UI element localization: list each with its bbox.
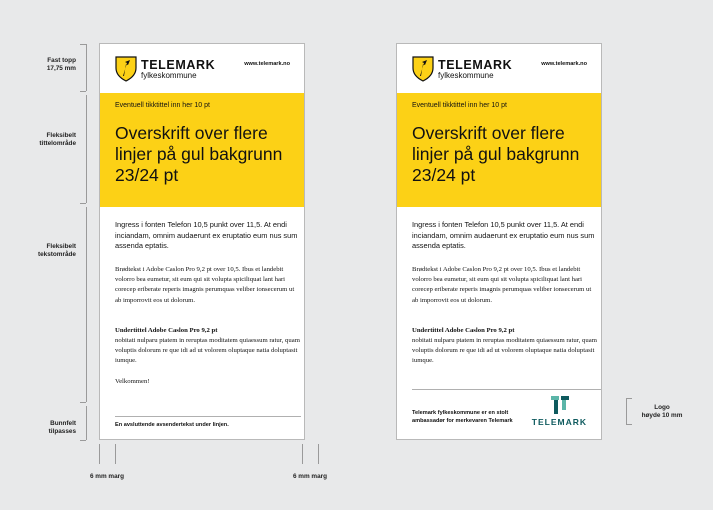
brand-name: TELEMARK	[141, 58, 216, 72]
ingress: Ingress i fonten Telefon 10,5 punkt over 11,5. At endi inciandam, omnim audaerunt ex eruptatio eum nus sum assenda eptatis.	[115, 220, 298, 250]
margin-line	[115, 444, 116, 464]
poster-right	[396, 43, 602, 440]
annotation-text: 17,75 mm	[46, 65, 76, 72]
annotation-text: Fast topp	[47, 57, 76, 64]
header	[100, 44, 304, 93]
brand-sub: fylkeskommune	[141, 71, 197, 80]
body-text: nobitati nulparu ptatem in reruptas moditatem quiaessum ratur, quam voluptis dolorum re que idi ad ut volorem oluptaque natia doluptasit iumque.	[412, 337, 597, 365]
body-text: Brødtekst i Adobe Caslon Pro 9,2 pt over 10,5. Ibus et landebit volorro bea eumetur, sit eum qui sit volupta spiciliquat lant hari corecep eriberate reperis imagnis perumquas veliber ionsecerum ut ab imporrovit eos ut dolorum.	[115, 266, 295, 304]
title-area	[100, 93, 304, 207]
footer-divider	[412, 389, 602, 390]
dimension-tick	[80, 91, 86, 92]
poster-left	[99, 43, 305, 440]
dimension-tick	[80, 440, 86, 441]
title-area	[397, 93, 601, 207]
footer-line: ambassadør for merkevaren Telemark	[412, 418, 513, 424]
headline: Overskrift over flere linjer på gul bakgrunn 23/24 pt	[115, 123, 283, 185]
telemark-shield-icon	[115, 56, 137, 82]
margin-line	[302, 444, 303, 464]
margin-label-left: 6 mm marg	[89, 473, 125, 480]
annotation-text: Fleksibelt	[46, 132, 76, 139]
closing-text: Velkommen!	[115, 378, 150, 385]
footer-line: Telemark fylkeskommune er en stolt	[412, 410, 509, 416]
margin-label-right: 6 mm marg	[292, 473, 328, 480]
telemark-mark-icon	[551, 396, 569, 414]
dimension-line	[86, 406, 87, 440]
dimension-line	[86, 95, 87, 203]
logo-dimension-line	[626, 398, 627, 424]
header	[397, 44, 601, 93]
dimension-tick	[626, 398, 632, 399]
telemark-shield-icon	[412, 56, 434, 82]
annotation-text: Fleksibelt	[46, 243, 76, 250]
dimension-line	[86, 44, 87, 91]
annotation-logo	[632, 404, 692, 420]
website-link[interactable]: www.telemark.no	[541, 61, 587, 67]
kicker: Eventuell tikktittel inn her 10 pt	[115, 102, 210, 109]
annotation-text: tilpasses	[48, 428, 76, 435]
website-link[interactable]: www.telemark.no	[244, 61, 290, 67]
subheading: Undertittel Adobe Caslon Pro 9,2 pt	[412, 327, 515, 334]
annotation-titleomrade	[18, 132, 76, 148]
brand-sub: fylkeskommune	[438, 71, 494, 80]
telemark-logo-word: TELEMARK	[531, 417, 587, 427]
margin-line	[318, 444, 319, 464]
annotation-fast-topp	[18, 57, 76, 73]
annotation-bunnfelt	[18, 420, 76, 436]
footer-text	[412, 409, 513, 425]
annotation-text: høyde 10 mm	[641, 412, 683, 419]
body-text: Brødtekst i Adobe Caslon Pro 9,2 pt over 10,5. Ibus et landebit volorro bea eumetur, sit eum qui sit volupta spiciliquat lant hari corecep eriberate reperis imagnis perumquas veliber ionsecerum ut ab imporrovit eos ut dolorum.	[412, 266, 592, 304]
annotation-text: Bunnfelt	[50, 420, 76, 427]
footer-text: En avsluttende avsendertekst under linjen.	[115, 422, 229, 428]
brand-name: TELEMARK	[438, 58, 513, 72]
headline: Overskrift over flere linjer på gul bakgrunn 23/24 pt	[412, 123, 580, 185]
body-text: nobitati nulparu ptatem in reruptas moditatem quiaessum ratur, quam voluptis dolorum re que idi ad ut volorem oluptaque natia doluptasit iumque.	[115, 337, 300, 365]
dimension-tick	[80, 203, 86, 204]
dimension-tick	[626, 424, 632, 425]
margin-line	[99, 444, 100, 464]
dimension-line	[86, 207, 87, 402]
annotation-text: Logo	[654, 404, 670, 411]
annotation-text: tekstområde	[37, 251, 76, 258]
kicker: Eventuell tikktittel inn her 10 pt	[412, 102, 507, 109]
footer-divider	[115, 416, 301, 417]
subheading: Undertittel Adobe Caslon Pro 9,2 pt	[115, 327, 218, 334]
annotation-text: tittelområde	[39, 140, 76, 147]
annotation-tekstomrade	[18, 243, 76, 259]
ingress: Ingress i fonten Telefon 10,5 punkt over 11,5. At endi inciandam, omnim audaerunt ex eruptatio eum nus sum assenda eptatis.	[412, 220, 595, 250]
dimension-tick	[80, 402, 86, 403]
dimension-tick	[80, 44, 86, 45]
